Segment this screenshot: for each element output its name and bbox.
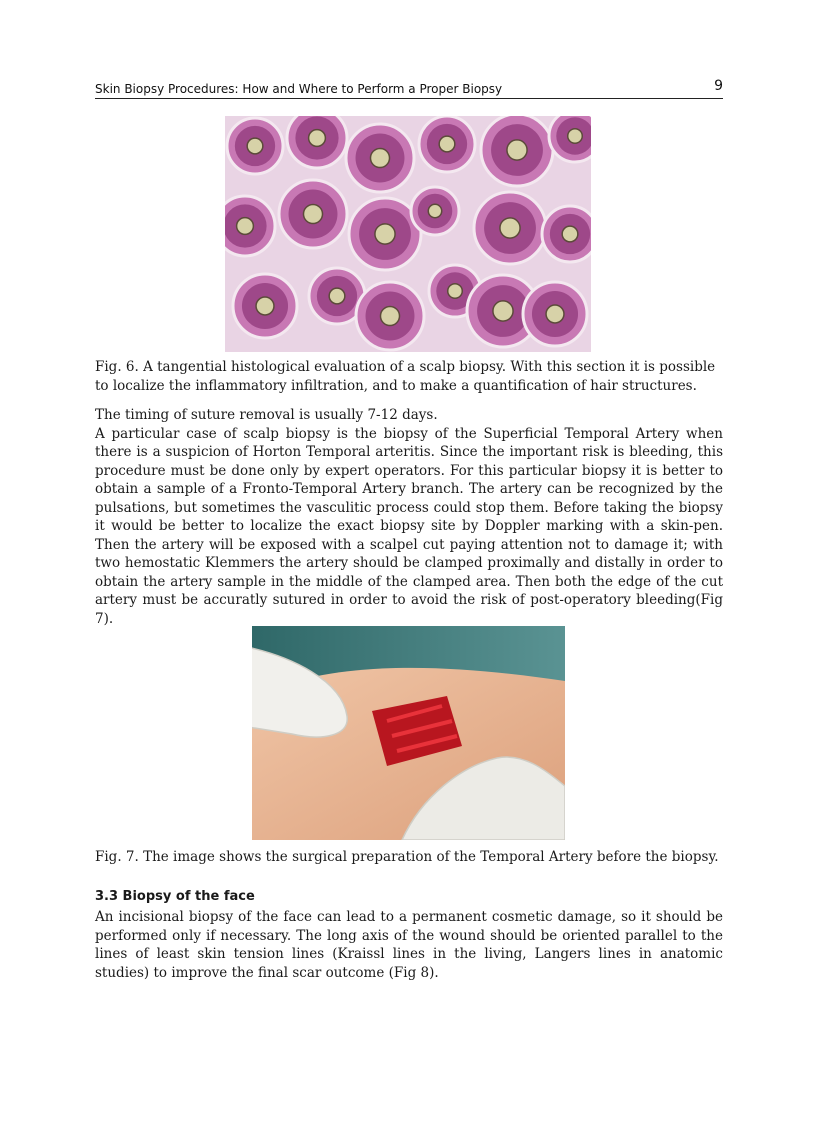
- temporal-artery-text: A particular case of scalp biopsy is the biopsy of the Superficial Temporal Artery when there is a suspicion of Horton Temporal arteritis. Since the important risk is bleeding, this procedure must be done only by expert operators. For this particular biopsy it is better to obtain a sample of a Fronto-Temporal Artery branch. The artery can be recognized by the pulsations, but sometimes the vasculitic process could stop them. Before taking the biopsy it would be better to localize the exact biopsy site by Doppler marking with a skin-pen. Then the artery will be exposed with a scalpel cut paying attention not to damage it; with two hemostatic Klemmers the artery should be clamped proximally and distally in order to obtain the artery sample in the middle of the clamped area. Then both the edge of the cut artery must be accuratly sutured in order to avoid the risk of post-operatory bleeding(Fig 7).: [95, 425, 723, 627]
- surgical-illustration: [252, 626, 565, 840]
- hair-follicle: [227, 118, 283, 174]
- hair-follicle: [287, 116, 347, 168]
- body-paragraph-face-biopsy: An incisional biopsy of the face can lead to a permanent cosmetic damage, so it should be performed only if necessary. The long axis of the wound should be oriented parallel to the lines of least skin tension lines (Kraissl lines in the living, Langers lines in anatomic studies) to improve the final scar outcome (Fig 8).: [95, 909, 723, 981]
- hair-follicle: [523, 282, 587, 346]
- section-heading: 3.3 Biopsy of the face: [95, 889, 255, 904]
- hair-follicle: [356, 282, 424, 350]
- suture-removal-line: The timing of suture removal is usually 7-12 days.: [95, 407, 438, 423]
- hair-follicle: [279, 180, 347, 248]
- hair-follicle: [233, 274, 297, 338]
- histology-illustration: [225, 116, 591, 352]
- running-header: [95, 80, 723, 99]
- hair-follicle: [549, 116, 591, 162]
- page-number: 9: [714, 78, 723, 94]
- figure-7-caption: Fig. 7. The image shows the surgical preparation of the Temporal Artery before the biopsy.: [95, 849, 719, 865]
- hair-follicle: [474, 192, 546, 264]
- hair-follicle: [542, 206, 591, 262]
- hair-follicle: [481, 116, 553, 186]
- figure-6-histology-image: [225, 116, 591, 352]
- running-header-title: Skin Biopsy Procedures: How and Where to Perform a Proper Biopsy: [95, 82, 503, 96]
- body-paragraph-temporal-artery: [95, 406, 723, 628]
- hair-follicle: [346, 124, 414, 192]
- hair-follicle: [419, 116, 475, 172]
- figure-6-caption: Fig. 6. A tangential histological evaluation of a scalp biopsy. With this section it is possible to localize the inflammatory infiltration, and to make a quantification of hair structures.: [95, 359, 716, 394]
- hair-follicle: [411, 187, 459, 235]
- hair-follicle: [225, 196, 275, 256]
- figure-7-surgical-photo: [252, 626, 565, 840]
